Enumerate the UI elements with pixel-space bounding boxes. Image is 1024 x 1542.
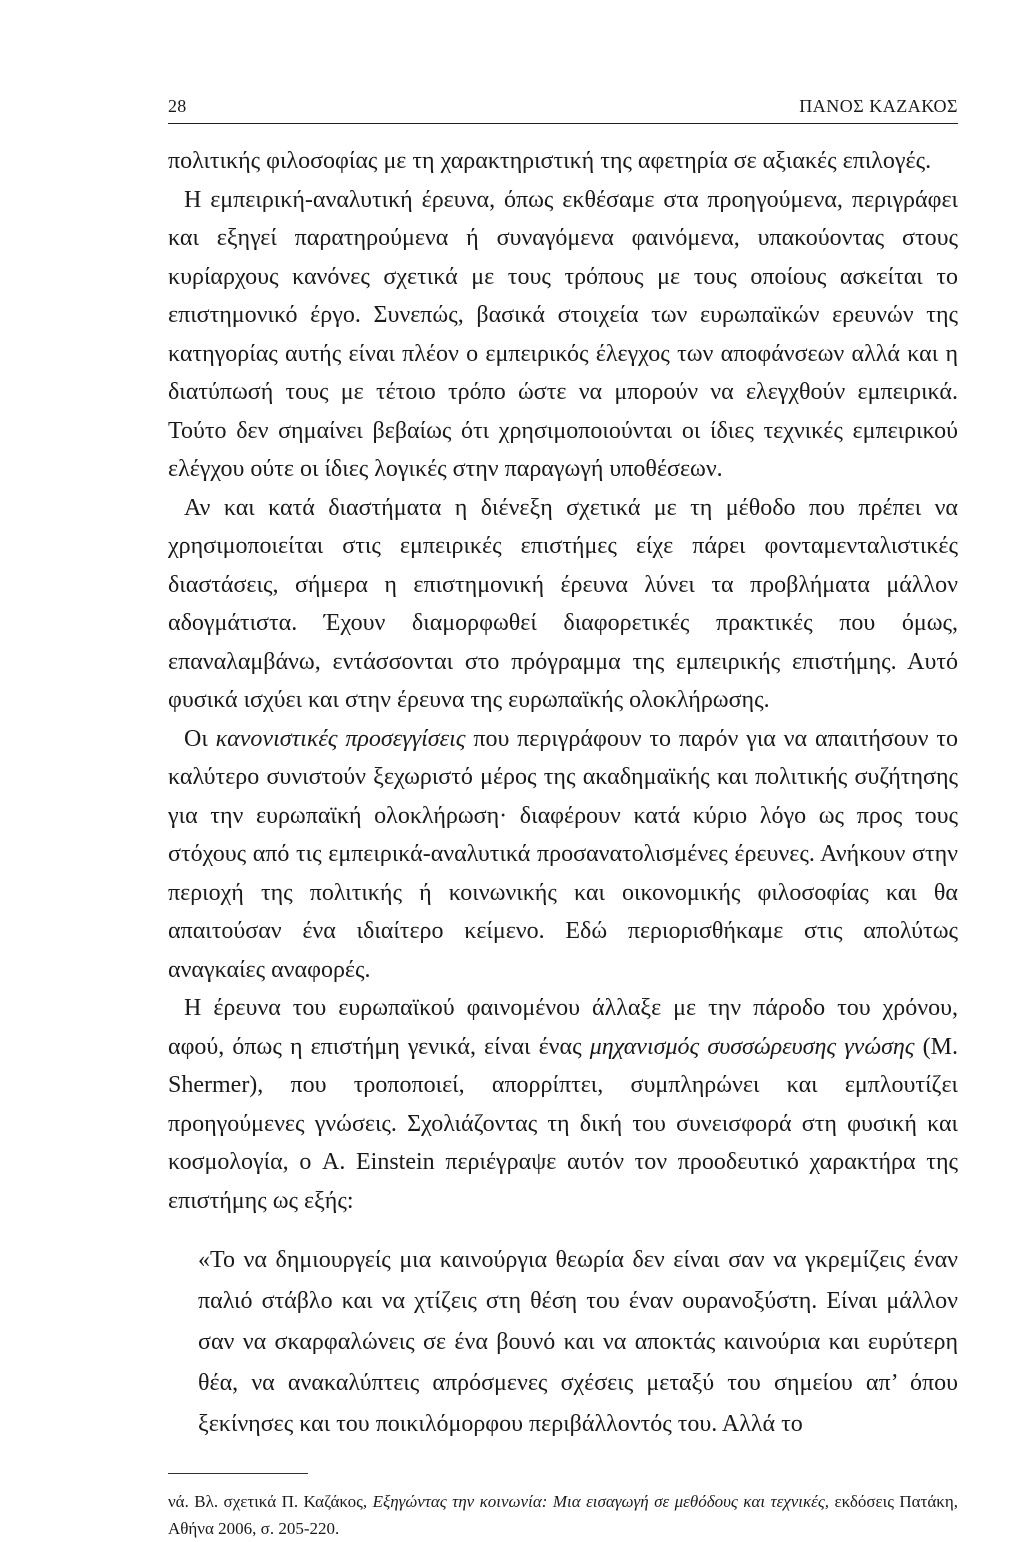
paragraph-normative-approaches bbox=[168, 720, 958, 990]
footnote-title: Εξηγώντας την κοινωνία: Μια εισαγωγή σε μεθόδους και τεχνικές, bbox=[372, 1492, 830, 1511]
paragraph-continuation: πολιτικής φιλοσοφίας με τη χαρακτηριστική της αφετηρία σε αξιακές επιλογές. bbox=[168, 148, 932, 174]
quote-text: «Το να δημιουργείς μια καινούργια θεωρία δεν είναι σαν να γκρεμίζεις έναν παλιό στάβλο και να χτίζεις στη θέση του έναν ουρανοξύστη. Είναι μάλλον σαν να σκαρφαλώνεις σε ένα βουνό και να αποκτάς καινούρια και ευρύτερη θέα, να ανακαλύπτεις απρόσμενες σχέσεις μεταξύ του σημείου απ’ όπου ξεκίνησες και του ποικιλόμορφου περιβάλλοντός του. Αλλά το bbox=[198, 1247, 958, 1437]
footnote bbox=[168, 1488, 958, 1542]
block-quote bbox=[168, 1240, 958, 1445]
italic-term: κανονιστικές προσεγγίσεις bbox=[215, 725, 466, 752]
italic-term: μηχανισμός συσσώρευσης γνώσης bbox=[589, 1033, 915, 1060]
paragraph-rest: που περιγράφουν το παρόν για να απαιτήσουν το καλύτερο συνιστούν ξεχωριστό μέρος της ακαδημαϊκής και πολιτικής συζήτησης για την ευρωπαϊκή ολοκλήρωση· διαφέρουν κατά κύριο λόγο ως προς τους στόχους από τις εμπειρικά-αναλυτικά προσανατολισμένες έρευνες. Ανήκουν στην περιοχή της πολιτικής ή κοινωνικής και οικονομικής φιλοσοφίας και θα απαιτούσαν ένα ιδιαίτερο κείμενο. Εδώ περιορισθήκαμε στις απολύτως αναγκαίες αναφορές. bbox=[168, 725, 959, 983]
footnote-rest: εκδόσεις Πατάκη, Αθήνα 2006, σ. 205-220. bbox=[168, 1492, 959, 1538]
book-page bbox=[168, 96, 958, 1542]
paragraph-lead: Η έρευνα του ευρωπαϊκού φαινομένου άλλαξε με την πάροδο του χρόνου, αφού, όπως η επιστήμη γενικά, είναι ένας bbox=[168, 995, 958, 1060]
running-head-author: ΠΑΝΟΣ ΚΑΖΑΚΟΣ bbox=[799, 96, 958, 116]
paragraph-empirical-research: Η εμπειρική-αναλυτική έρευνα, όπως εκθέσαμε στα προηγούμενα, περιγράφει και εξηγεί παρατηρούμενα ή συναγόμενα φαινόμενα, υπακούοντας στους κυρίαρχους κανόνες σχετικά με τους τρόπους με τους οποίους ασκείται το επιστημονικό έργο. Συνεπώς, βασικά στοιχεία των ευρωπαϊκών ερευνών της κατηγορίας αυτής είναι πλέον ο εμπειρικός έλεγχος των αποφάνσεων αλλά και η διατύπωσή τους με τέτοιο τρόπο ώστε να μπορούν να ελεγχθούν εμπειρικά. Τούτο δεν σημαίνει βεβαίως ότι χρησιμοποιούνται οι ίδιες τεχνικές εμπειρικού ελέγχου ούτε οι ίδιες λογικές στην παραγωγή υποθέσεων. bbox=[168, 186, 958, 482]
paragraph-rest: (M. Shermer), που τροποποιεί, απορρίπτει, συμπληρώνει και εμπλουτίζει προηγούμενες γνώσεις. Σχολιάζοντας τη δική του συνεισφορά στη φυσική και κοσμολογία, ο A. Einstein περιέγραψε αυτόν τον προοδευτικό χαρακτήρα της επιστήμης ως εξής: bbox=[168, 1033, 958, 1214]
running-head bbox=[168, 96, 958, 124]
paragraph-method-dispute: Αν και κατά διαστήματα η διένεξη σχετικά με τη μέθοδο που πρέπει να χρησιμοποιείται στις εμπειρικές επιστήμες είχε πάρει φονταμενταλιστικές διαστάσεις, σήμερα η επιστημονική έρευνα λύνει τα προβλήματα μάλλον αδογμάτιστα. Έχουν διαμορφωθεί διαφορετικές πρακτικές που όμως, επαναλαμβάνω, εντάσσονται στο πρόγραμμα της εμπειρικής επιστήμης. Αυτό φυσικά ισχύει και στην έρευνα της ευρωπαϊκής ολοκλήρωσης. bbox=[168, 494, 958, 713]
page-number: 28 bbox=[168, 96, 187, 116]
footnote-divider bbox=[168, 1473, 308, 1474]
paragraph-lead: Οι bbox=[184, 725, 208, 752]
body-text bbox=[168, 142, 958, 1220]
footnote-text bbox=[168, 1488, 958, 1542]
footnote-lead: νά. Βλ. σχετικά Π. Καζάκος, bbox=[168, 1492, 368, 1511]
paragraph-knowledge-accumulation bbox=[168, 989, 958, 1220]
